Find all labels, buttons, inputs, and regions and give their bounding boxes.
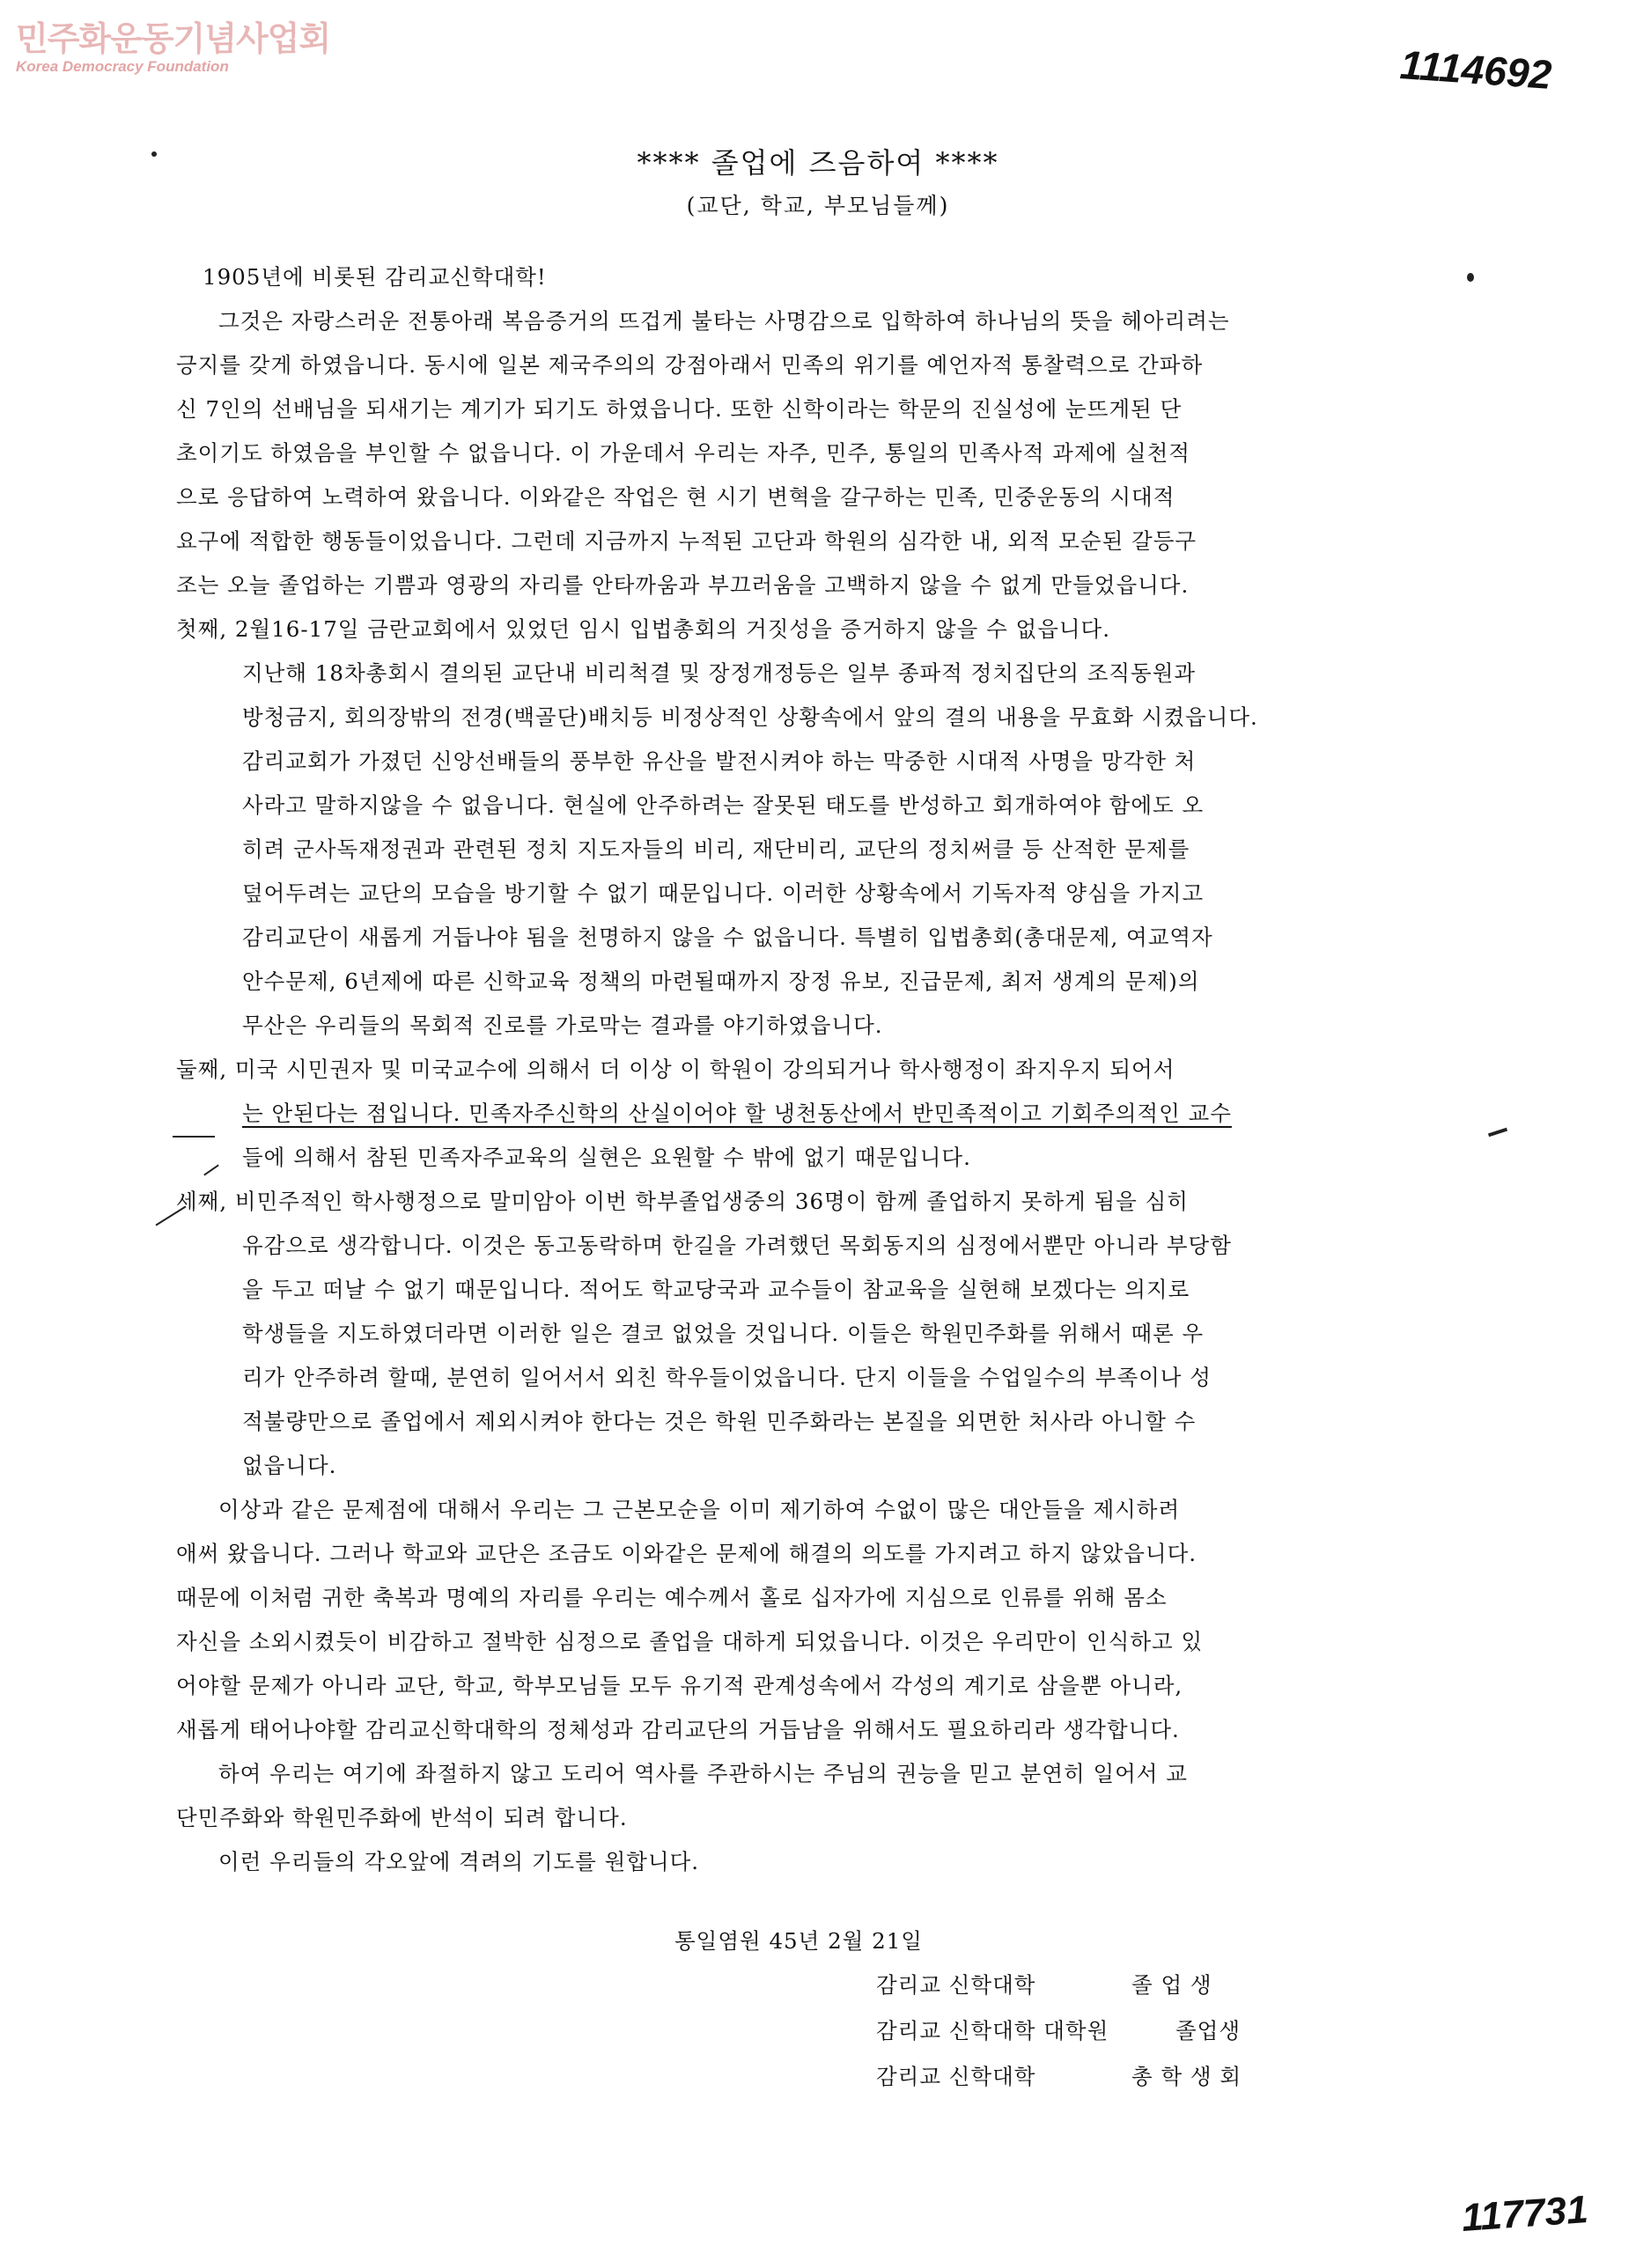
body-line: 이런 우리들의 각오앞에 격려의 기도를 원합니다. xyxy=(218,1849,700,1874)
body-line: 감리교단이 새롭게 거듭나야 됨을 천명하지 않을 수 없읍니다. 특별히 입법총회(총대문제, 여교역자 xyxy=(242,924,1213,950)
watermark xyxy=(16,19,330,76)
document-subtitle: (교단, 학교, 부모님들께) xyxy=(686,193,950,218)
letter-body xyxy=(176,255,1506,2101)
body-line: 감리교회가 가졌던 신앙선배들의 풍부한 유산을 발전시켜야 하는 막중한 시대적 사명을 망각한 처 xyxy=(242,748,1197,774)
body-line: 방청금지, 회의장밖의 전경(백골단)배치등 비정상적인 상황속에서 앞의 결의 내용을 무효화 시켰읍니다. xyxy=(242,704,1258,730)
body-line: 신 7인의 선배님을 되새기는 계기가 되기도 하였읍니다. 또한 신학이라는 학문의 진실성에 눈뜨게된 단 xyxy=(176,396,1183,422)
handwritten-document-number: 1114692 xyxy=(1398,41,1553,98)
body-line: 적불량만으로 졸업에서 제외시켜야 한다는 것은 학원 민주화라는 본질을 외면한 처사라 아니할 수 xyxy=(242,1409,1197,1434)
signature-group: 졸업생 xyxy=(1175,2018,1242,2043)
body-line: 유감으로 생각합니다. 이것은 동고동락하며 한길을 가려했던 목회동지의 심정에서뿐만 아니라 부당함 xyxy=(242,1233,1232,1258)
body-line: 그것은 자랑스러운 전통아래 복음증거의 뜨겁게 불타는 사명감으로 입학하여 하나님의 뜻을 헤아리려는 xyxy=(218,308,1230,334)
body-line: 1905년에 비롯된 감리교신학대학! xyxy=(203,264,547,290)
body-line: 학생들을 지도하였더라면 이러한 일은 결코 없었을 것입니다. 이들은 학원민주화를 위해서 때론 우 xyxy=(242,1321,1205,1346)
body-line: 무산은 우리들의 목회적 진로를 가로막는 결과를 야기하였읍니다. xyxy=(242,1012,883,1038)
closing-date: 통일염원 45년 2월 21일 xyxy=(674,1928,923,1954)
body-line: 히려 군사독재정권과 관련된 정치 지도자들의 비리, 재단비리, 교단의 정치써클 등 산적한 문제를 xyxy=(242,836,1190,862)
body-line: 요구에 적합한 행동들이었읍니다. 그런데 지금까지 누적된 고단과 학원의 심각한 내, 외적 모순된 갈등구 xyxy=(176,528,1198,554)
body-line: 어야할 문제가 아니라 교단, 학교, 학부모님들 모두 유기적 관계성속에서 각성의 계기로 삼을뿐 아니라, xyxy=(176,1673,1183,1698)
body-line: 단민주화와 학원민주화에 반석이 되려 합니다. xyxy=(176,1805,628,1830)
body-line: 을 두고 떠날 수 없기 때문입니다. 적어도 학교당국과 교수들이 참교육을 실현해 보겠다는 의지로 xyxy=(242,1277,1190,1302)
watermark-english: Korea Democracy Foundation xyxy=(16,58,229,75)
signature-group: 졸 업 생 xyxy=(1131,1972,1212,1998)
watermark-korean: 민주화운동기념사업회 xyxy=(16,19,331,58)
body-line: 이상과 같은 문제점에 대해서 우리는 그 근본모순을 이미 제기하여 수없이 많은 대안들을 제시하려 xyxy=(218,1497,1181,1522)
body-line: 하여 우리는 여기에 좌절하지 않고 도리어 역사를 주관하시는 주님의 권능을 믿고 분연히 일어서 교 xyxy=(218,1761,1188,1786)
signature-school: 감리교 신학대학 xyxy=(876,2064,1036,2089)
body-line: 둘째, 미국 시민권자 및 미국교수에 의해서 더 이상 이 학원이 강의되거나 학사행정이 좌지우지 되어서 xyxy=(176,1057,1175,1082)
body-line: 첫째, 2월16-17일 금란교회에서 있었던 임시 입법총회의 거짓성을 증거하지 않을 수 없읍니다. xyxy=(176,616,1111,642)
body-line: 새롭게 태어나야할 감리교신학대학의 정체성과 감리교단의 거듭남을 위해서도 필요하리라 생각합니다. xyxy=(176,1717,1180,1742)
body-line: 세째, 비민주적인 학사행정으로 말미암아 이번 학부졸업생중의 36명이 함께 졸업하지 못하게 됨을 심히 xyxy=(176,1189,1189,1214)
body-line: 지난해 18차총회시 결의된 교단내 비리척결 및 장정개정등은 일부 종파적 정치집단의 조직동원과 xyxy=(242,660,1197,686)
body-line: 조는 오늘 졸업하는 기쁨과 영광의 자리를 안타까움과 부끄러움을 고백하지 않을 수 없게 만들었읍니다. xyxy=(176,572,1190,598)
body-line: 덮어두려는 교단의 모습을 방기할 수 없기 때문입니다. 이러한 상황속에서 기독자적 양심을 가지고 xyxy=(242,880,1205,906)
body-line: 자신을 소외시켰듯이 비감하고 절박한 심정으로 졸업을 대하게 되었읍니다. 이것은 우리만이 인식하고 있 xyxy=(176,1629,1204,1654)
signature-line xyxy=(176,2009,1506,2055)
body-line: 긍지를 갖게 하였읍니다. 동시에 일본 제국주의의 강점아래서 민족의 위기를 예언자적 통찰력으로 간파하 xyxy=(176,352,1204,378)
body-line: 때문에 이처럼 귀한 축복과 명예의 자리를 우리는 예수께서 홀로 십자가에 지심으로 인류를 위해 몸소 xyxy=(176,1585,1168,1610)
signature-school: 감리교 신학대학 xyxy=(876,1972,1036,1998)
body-line: 애써 왔읍니다. 그러나 학교와 교단은 조금도 이와같은 문제에 해결의 의도를 가지려고 하지 않았읍니다. xyxy=(176,1541,1198,1566)
handwritten-page-number: 117731 xyxy=(1460,2188,1590,2240)
body-line: 초이기도 하였음을 부인할 수 없읍니다. 이 가운데서 우리는 자주, 민주, 통일의 민족사적 과제에 실천적 xyxy=(176,440,1190,466)
body-line: 리가 안주하려 할때, 분연히 일어서서 외친 학우들이었읍니다. 단지 이들을 수업일수의 부족이나 성 xyxy=(242,1365,1212,1390)
scan-speck xyxy=(151,151,157,157)
body-line: 안수문제, 6년제에 따른 신학교육 정책의 마련될때까지 장정 유보, 진급문제, 최저 생계의 문제)의 xyxy=(242,968,1200,994)
signature-line xyxy=(176,2055,1506,2101)
signature-line xyxy=(176,1963,1506,2009)
body-line: 들에 의해서 참된 민족자주교육의 실현은 요원할 수 밖에 없기 때문입니다. xyxy=(242,1145,971,1170)
body-line: 없읍니다. xyxy=(242,1453,337,1478)
body-line-underlined: 는 안된다는 점입니다. 민족자주신학의 산실이어야 할 냉천동산에서 반민족적이고 기회주의적인 교수 xyxy=(242,1101,1232,1126)
body-line: 으로 응답하여 노력하여 왔읍니다. 이와같은 작업은 현 시기 변혁을 갈구하는 민족, 민중운동의 시대적 xyxy=(176,484,1175,510)
document-title: **** 졸업에 즈음하여 **** xyxy=(637,146,999,180)
body-line: 사라고 말하지않을 수 없읍니다. 현실에 안주하려는 잘못된 태도를 반성하고 회개하여야 함에도 오 xyxy=(242,792,1205,818)
signature-group: 총 학 생 회 xyxy=(1131,2064,1242,2089)
signature-school: 감리교 신학대학 대학원 xyxy=(876,2018,1109,2043)
